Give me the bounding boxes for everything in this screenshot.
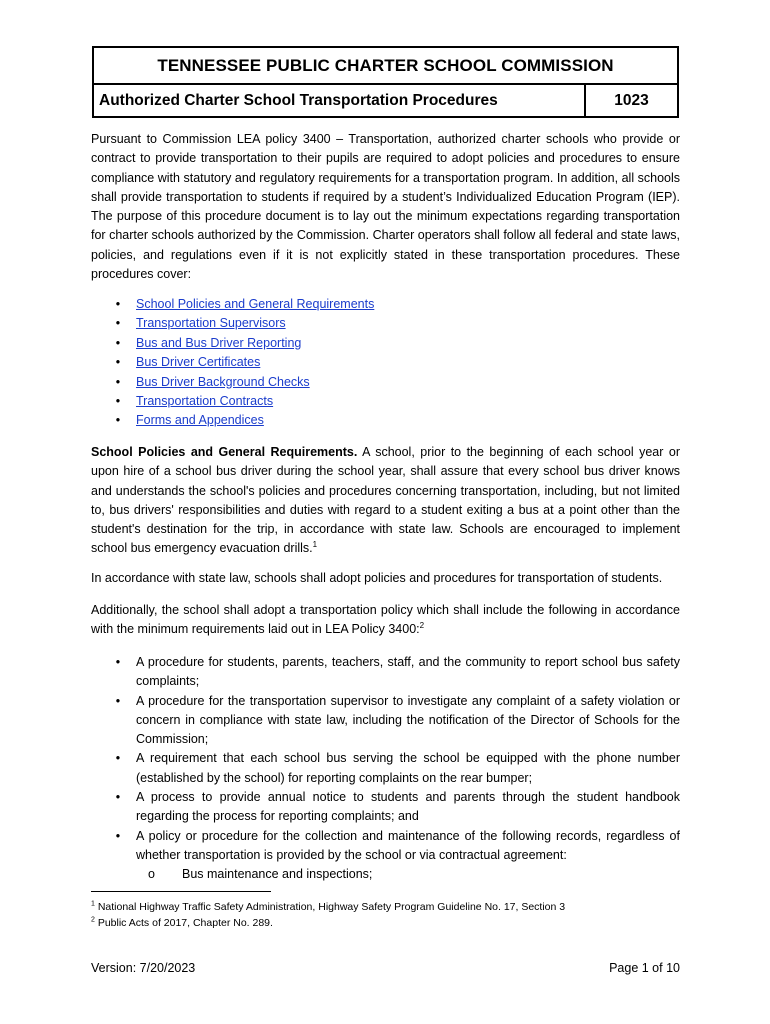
toc-link-background-checks[interactable]: Bus Driver Background Checks [136, 374, 310, 389]
additional-policy-text: Additionally, the school shall adopt a transportation policy which shall include the following in accordance with the minimum requirements laid out in LEA Policy 3400: [91, 603, 680, 637]
bullet-icon: • [115, 828, 121, 843]
requirement-text: A requirement that each school bus serving the school be equipped with the phone number (established by the school) for reporting complaints on the rear bumper; [136, 751, 680, 785]
toc-link-forms-appendices[interactable]: Forms and Appendices [136, 413, 264, 428]
toc-item [110, 353, 374, 372]
list-item [110, 692, 680, 750]
table-of-contents [110, 295, 374, 431]
bullet-icon: • [115, 316, 121, 331]
footnote-ref-1[interactable]: 1 [312, 540, 318, 550]
state-law-paragraph: In accordance with state law, schools shall adopt policies and procedures for transportation of students. [91, 571, 663, 585]
document-header [92, 46, 679, 118]
bullet-icon: • [115, 355, 121, 370]
requirement-text: A process to provide annual notice to students and parents through the student handbook regarding the process for reporting complaints; and [136, 790, 680, 824]
bullet-icon: • [115, 413, 121, 428]
circle-bullet-icon: o [148, 867, 155, 882]
footnote-number: 2 [91, 916, 95, 924]
requirement-text: A policy or procedure for the collection and maintenance of the following records, regardless of whether transportation is provided by the school or via contractual agreement: [136, 828, 680, 862]
footnote-divider [91, 891, 271, 892]
footnote-text: Public Acts of 2017, Chapter No. 289. [97, 917, 273, 929]
toc-item [110, 314, 374, 333]
footnote-1 [91, 899, 565, 915]
list-item [110, 653, 680, 692]
bullet-icon: • [115, 335, 121, 350]
header-row [94, 85, 677, 116]
toc-item [110, 392, 374, 411]
toc-link-transportation-supervisors[interactable]: Transportation Supervisors [136, 316, 286, 331]
toc-link-bus-driver-reporting[interactable]: Bus and Bus Driver Reporting [136, 335, 302, 350]
list-item [110, 827, 680, 885]
policy-number: 1023 [614, 92, 649, 109]
bullet-icon: • [115, 394, 121, 409]
toc-item [110, 373, 374, 392]
toc-item [110, 334, 374, 353]
section-heading: School Policies and General Requirements. [91, 445, 358, 459]
footnote-2 [91, 915, 565, 931]
version-label: Version: 7/20/2023 [91, 961, 196, 975]
section-school-policies [91, 443, 680, 559]
section-body: A school, prior to the beginning of each school year or upon hire of a school bus driver during the school year, shall assure that every school bus driver knows and understands the school's policies and procedures concerning transportation, including, but not limited to, bus drivers' responsibilities and duties with regard to a student exiting a bus at a point other than the student's destination for the trip, in accordance with state law. Schools are encouraged to implement school bus emergency evacuation drills. [91, 445, 680, 556]
toc-link-transportation-contracts[interactable]: Transportation Contracts [136, 394, 274, 409]
bullet-icon: • [115, 790, 121, 805]
footnote-number: 1 [91, 900, 95, 908]
requirements-list [110, 653, 680, 885]
footnotes [91, 899, 565, 931]
footnote-text: National Highway Traffic Safety Administration, Highway Safety Program Guideline No. 17, Section 3 [97, 901, 566, 913]
requirement-text: A procedure for students, parents, teachers, staff, and the community to report school bus safety complaints; [136, 655, 680, 689]
bullet-icon: • [115, 374, 121, 389]
list-item [110, 749, 680, 788]
bullet-icon: • [115, 655, 121, 669]
toc-link-bus-driver-certificates[interactable]: Bus Driver Certificates [136, 355, 261, 370]
sub-list-item [136, 865, 680, 884]
sub-requirement-text: Bus maintenance and inspections; [182, 867, 373, 882]
toc-item [110, 411, 374, 430]
additional-policy-paragraph [91, 601, 680, 640]
page-number: Page 1 of 10 [609, 961, 680, 975]
toc-link-school-policies[interactable]: School Policies and General Requirements [136, 297, 375, 311]
requirement-text: A procedure for the transportation supervisor to investigate any complaint of a safety violation or concern in compliance with state law, including the notification of the Director of Schools for the Commission; [136, 693, 680, 747]
procedure-title: Authorized Charter School Transportation Procedures [94, 85, 586, 116]
toc-item [110, 295, 374, 314]
footnote-ref-2[interactable]: 2 [419, 621, 425, 631]
commission-title: TENNESSEE PUBLIC CHARTER SCHOOL COMMISSION [94, 48, 677, 85]
bullet-icon: • [115, 751, 121, 766]
intro-paragraph: Pursuant to Commission LEA policy 3400 – Transportation, authorized charter schools who provide or contract to provide transportation to their pupils are required to adopt policies and procedures to ensure compliance with statutory and regulatory requirements for a transportation program. In addition, all schools shall provide transportation to students if required by a student’s Individualized Education Program (IEP). The purpose of this procedure document is to lay out the minimum expectations regarding transportation for charter schools authorized by the Commission. Charter operators shall follow all federal and state laws, policies, and regulations even if it is not explicitly stated in these transportation procedures. These procedures cover: [91, 132, 680, 282]
list-item [110, 788, 680, 827]
bullet-icon: • [115, 297, 121, 311]
bullet-icon: • [115, 693, 121, 708]
